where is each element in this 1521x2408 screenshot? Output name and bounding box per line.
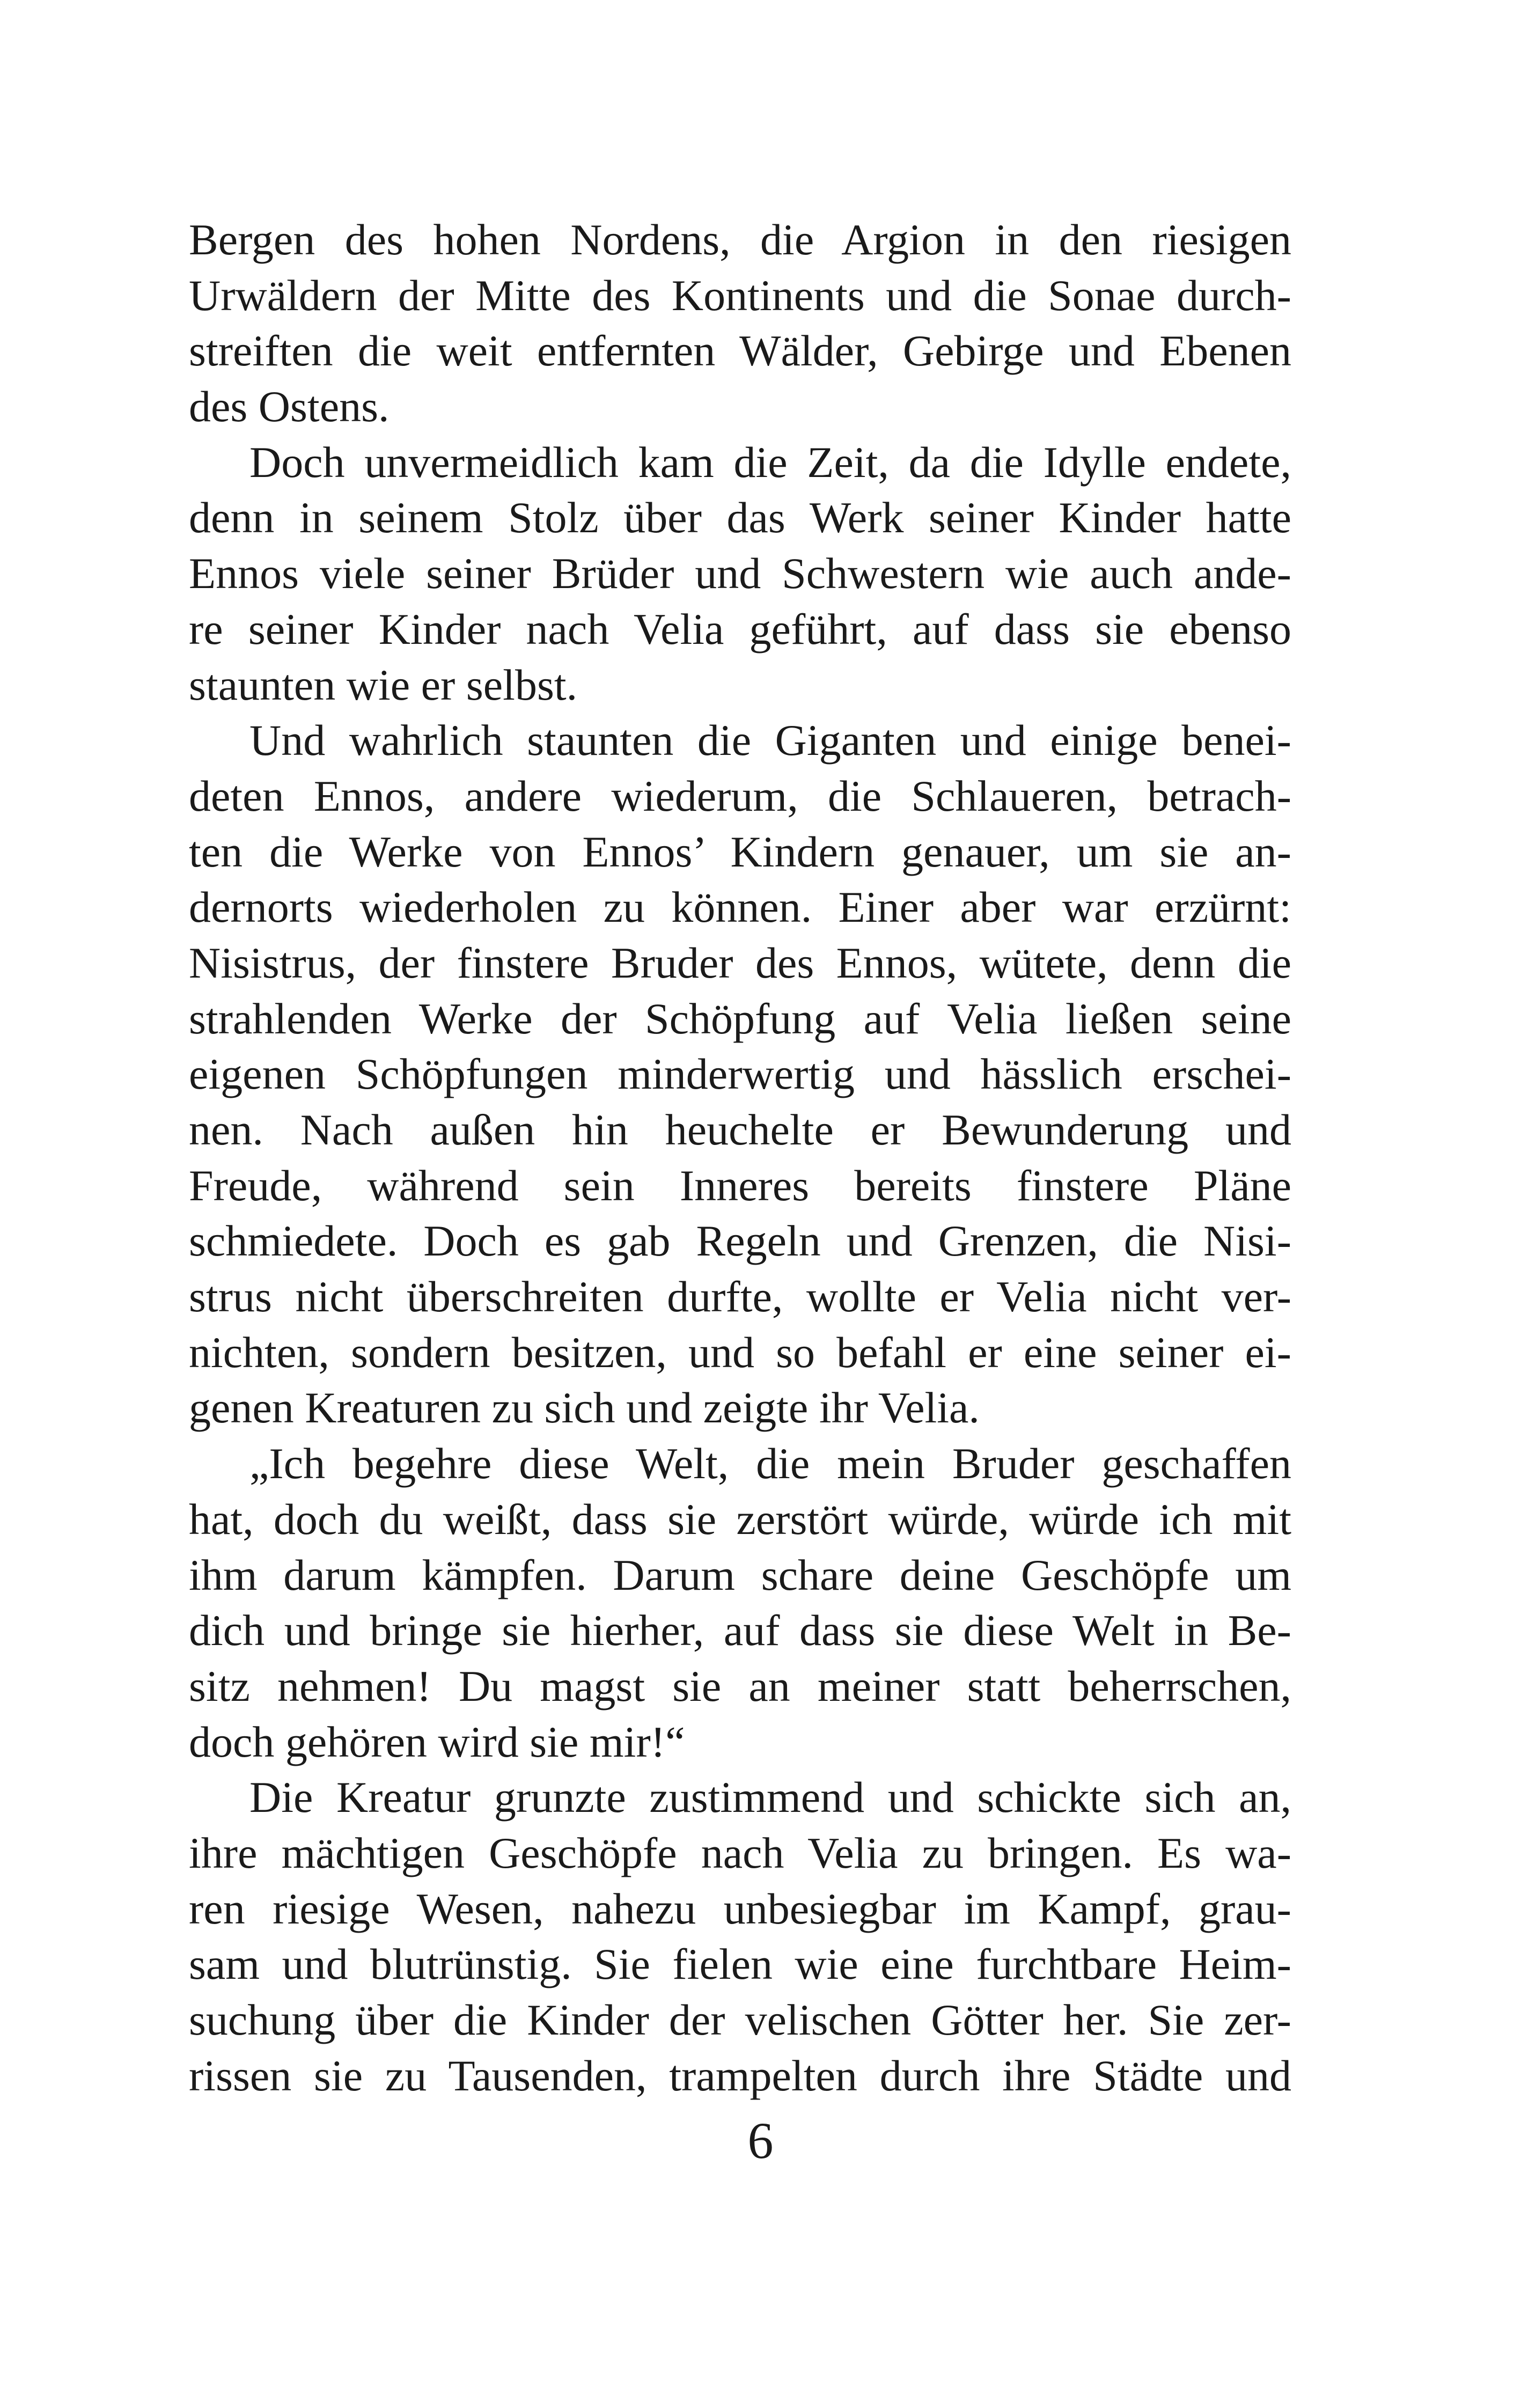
- text-line: eigenen Schöpfungen minderwertig und hässlich erschei-: [189, 1049, 1291, 1099]
- text-line: Die Kreatur grunzte zustimmend und schickte sich an,: [249, 1773, 1291, 1822]
- text-line: hat, doch du weißt, dass sie zerstört würde, würde ich mit: [189, 1494, 1291, 1544]
- text-line: schmiedete. Doch es gab Regeln und Grenzen, die Nisi-: [189, 1216, 1291, 1266]
- text-line: streiften die weit entfernten Wälder, Gebirge und Ebenen: [189, 326, 1291, 376]
- paragraph: [189, 212, 1291, 435]
- text-line: Ennos viele seiner Brüder und Schwestern wie auch ande-: [189, 549, 1291, 598]
- text-line: deten Ennos, andere wiederum, die Schlaueren, betrach-: [189, 771, 1291, 820]
- text-line: „Ich begehre diese Welt, die mein Bruder geschaffen: [249, 1439, 1291, 1488]
- text-line: nen. Nach außen hin heuchelte er Bewunderung und: [189, 1105, 1291, 1154]
- text-line: nichten, sondern besitzen, und so befahl er eine seiner ei-: [189, 1327, 1291, 1377]
- text-line: strahlenden Werke der Schöpfung auf Velia ließen seine: [189, 994, 1291, 1043]
- text-line: ihre mächtigen Geschöpfe nach Velia zu bringen. Es wa-: [189, 1828, 1291, 1877]
- paragraph: [189, 713, 1291, 1436]
- paragraph: [189, 435, 1291, 713]
- text-line: Doch unvermeidlich kam die Zeit, da die Idylle endete,: [249, 437, 1291, 487]
- text-line: Nisistrus, der finstere Bruder des Ennos, wütete, denn die: [189, 938, 1291, 987]
- text-line: sam und blutrünstig. Sie fielen wie eine furchtbare Heim-: [189, 1940, 1291, 1989]
- text-line: strus nicht überschreiten durfte, wollte er Velia nicht ver-: [189, 1272, 1291, 1322]
- body-text: [189, 212, 1291, 2103]
- text-line: rissen sie zu Tausenden, trampelten durch ihre Städte und: [189, 2051, 1291, 2100]
- text-line: Bergen des hohen Nordens, die Argion in den riesigen: [189, 215, 1291, 264]
- text-line: ren riesige Wesen, nahezu unbesiegbar im Kampf, grau-: [189, 1884, 1291, 1933]
- text-line: doch gehören wird sie mir!“: [189, 1717, 685, 1766]
- text-line: Urwäldern der Mitte des Kontinents und die Sonae durch-: [189, 270, 1291, 320]
- page-number: 6: [747, 2112, 774, 2169]
- text-line: Und wahrlich staunten die Giganten und einige benei-: [249, 716, 1291, 765]
- text-line: staunten wie er selbst.: [189, 660, 578, 709]
- text-line: ihm darum kämpfen. Darum schare deine Geschöpfe um: [189, 1550, 1291, 1599]
- text-line: ten die Werke von Ennos’ Kindern genauer, um sie an-: [189, 827, 1291, 876]
- text-line: sitz nehmen! Du magst sie an meiner statt beherrschen,: [189, 1661, 1291, 1710]
- text-line: dich und bringe sie hierher, auf dass sie diese Welt in Be-: [189, 1606, 1291, 1655]
- paragraph: [189, 1770, 1291, 2103]
- text-line: suchung über die Kinder der velischen Götter her. Sie zer-: [189, 1995, 1291, 2044]
- text-line: genen Kreaturen zu sich und zeigte ihr Velia.: [189, 1383, 980, 1433]
- text-line: des Ostens.: [189, 382, 390, 431]
- text-line: re seiner Kinder nach Velia geführt, auf dass sie ebenso: [189, 604, 1291, 654]
- paragraph: [189, 1436, 1291, 1770]
- text-line: denn in seinem Stolz über das Werk seiner Kinder hatte: [189, 493, 1291, 542]
- text-line: Freude, während sein Inneres bereits finstere Pläne: [189, 1161, 1291, 1210]
- text-line: dernorts wiederholen zu können. Einer aber war erzürnt:: [189, 883, 1291, 932]
